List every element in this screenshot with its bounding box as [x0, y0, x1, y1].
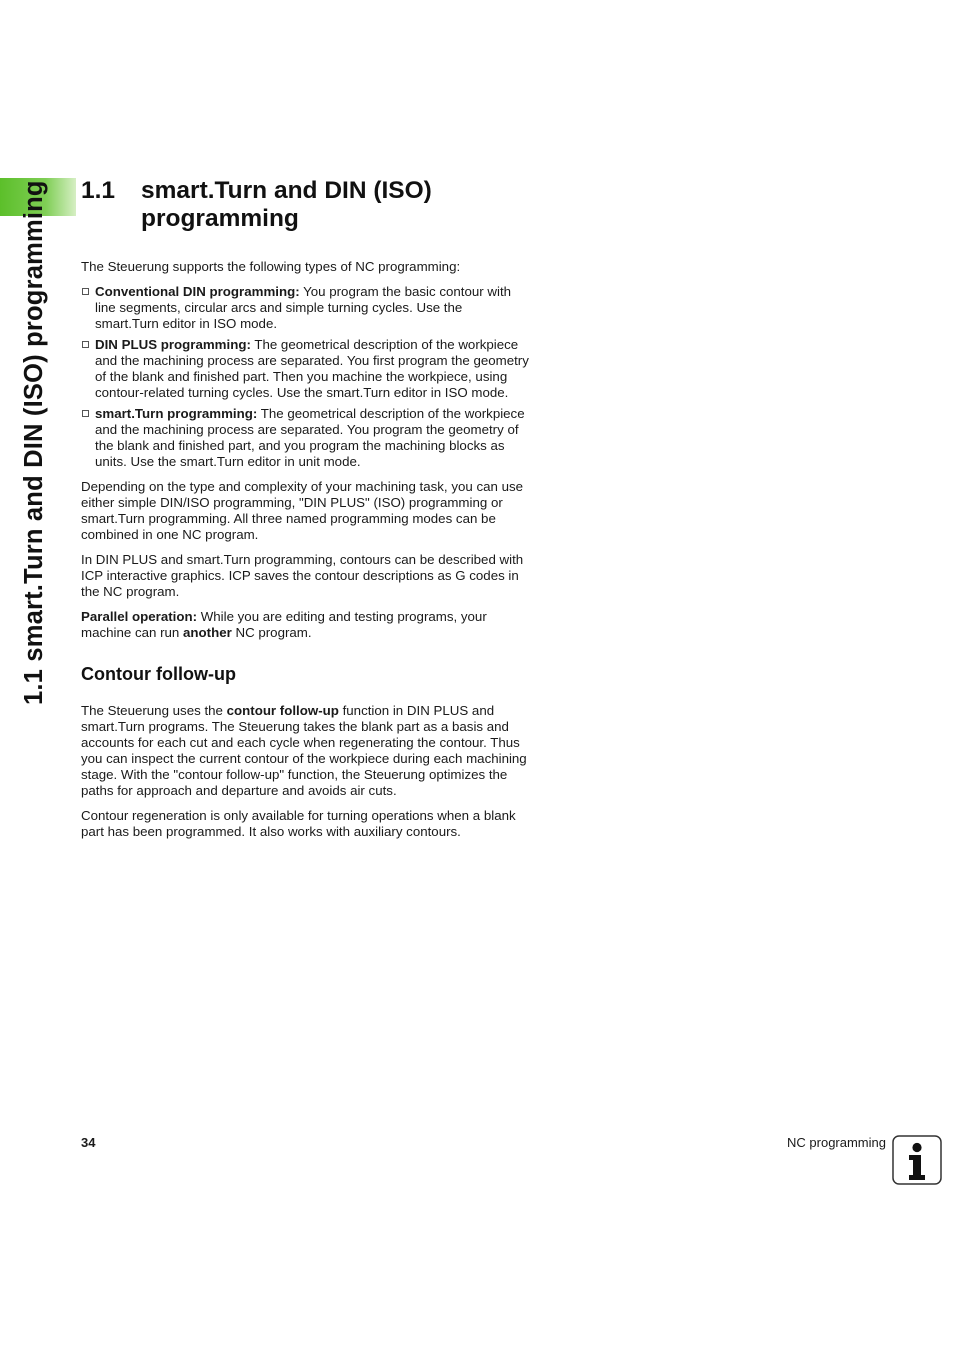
footer-chapter-title: NC programming: [787, 1135, 886, 1150]
contour-follow-up-heading: Contour follow-up: [81, 664, 236, 684]
info-icon: [892, 1135, 942, 1185]
paragraph-contour-regeneration: Contour regeneration is only available for turning operations when a blank part has been programmed. It also works with auxiliary contours.: [81, 808, 516, 839]
section-number: 1.1: [81, 177, 116, 204]
paragraph-icp: In DIN PLUS and smart.Turn programming, contours can be described with ICP interactive graphics. ICP saves the contour descriptions as G codes in the NC program.: [81, 552, 524, 599]
list-item: [81, 406, 529, 470]
main-content: [81, 259, 529, 849]
paragraph-modes: Depending on the type and complexity of your machining task, you can use either simple DIN/ISO programming, "DIN PLUS" (ISO) programming or smart.Turn programming. All three named programming modes can be combined in one NC program.: [81, 479, 524, 542]
bullet-text: The geometrical description of the workpiece and the machining process are separated. You program the geometry of the blank and finished part, and you program the machining blocks as units. Use the smart.Turn editor in unit mode.: [95, 406, 525, 469]
bullet-text: You program the basic contour with line segments, circular arcs and simple turning cycles. Use the smart.Turn editor in ISO mode.: [95, 284, 512, 331]
section-title: smart.Turn and DIN (ISO) programming: [141, 177, 432, 232]
list-item: [81, 337, 529, 401]
parallel-term: Parallel operation:: [81, 609, 198, 624]
bullet-term: DIN PLUS programming:: [95, 337, 251, 352]
bullet-square-icon: [82, 288, 89, 295]
list-item: [81, 284, 529, 332]
paragraph-parallel-operation: Parallel operation: While you are editing and testing programs, your machine can run another NC program.: [81, 609, 487, 640]
page-number: 34: [81, 1135, 96, 1150]
bullet-text: The geometrical description of the workpiece and the machining process are separated. You first program the geometry of the blank and finished part. Then you machine the workpiece, using contour-related turning cycles. Use the smart.Turn editor in ISO mode.: [95, 337, 529, 400]
paragraph-contour-follow-up: The Steuerung uses the contour follow-up function in DIN PLUS and smart.Turn programs. The Steuerung takes the blank part as a basis and accounts for each cut and each cycle when regenerating the contour. Thus you can inspect the current contour of the workpiece during each machining stage. With the "contour follow-up" function, the Steuerung optimizes the paths for approach and departure and avoids air cuts.: [81, 703, 527, 798]
intro-paragraph: The Steuerung supports the following types of NC programming:: [81, 259, 461, 274]
programming-types-list: [81, 284, 529, 470]
bullet-term: smart.Turn programming:: [95, 406, 258, 421]
bullet-term: Conventional DIN programming:: [95, 284, 300, 299]
contour-term: contour follow-up: [226, 703, 339, 718]
bullet-square-icon: [82, 341, 89, 348]
bullet-square-icon: [82, 410, 89, 417]
parallel-bold: another: [183, 625, 232, 640]
